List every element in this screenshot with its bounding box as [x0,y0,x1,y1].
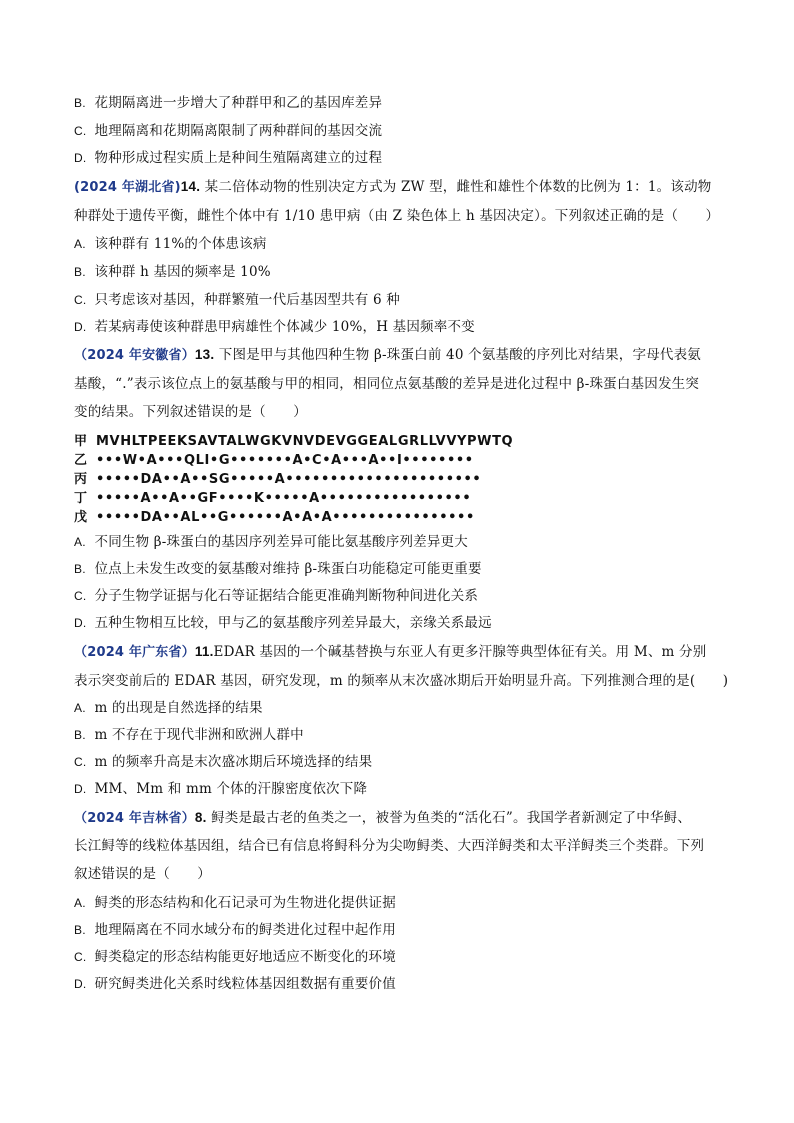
question-number: 8. [194,810,207,825]
question-stem [74,808,691,829]
option-label: A. [74,701,86,715]
question-source: （2024 年安徽省） [74,348,195,363]
sequence-text: •••••A••A••GF••••K•••••A••••••••••••••••• [96,491,472,506]
option-d [74,613,492,633]
sequence-row [74,489,471,508]
option-b [74,559,482,579]
option-text: 该种群有 11%的个体患该病 [94,236,267,252]
sequence-row [74,508,475,527]
option-label: B. [74,562,86,576]
option-text: 研究鲟类进化关系时线粒体基因组数据有重要价值 [94,976,396,992]
option-label: B. [74,728,86,742]
sequence-label: 乙 [74,453,88,468]
sequence-label: 丙 [74,472,88,487]
option-text: 鲟类的形态结构和化石记录可为生物进化提供证据 [94,895,396,911]
option-d [74,148,382,168]
question-text: 下图是甲与其他四种生物 β-珠蛋白前 40 个氨基酸的序列比对结果，字母代表氨 [214,347,702,363]
question-stem [74,177,711,198]
option-text: 该种群 h 基因的频率是 10% [94,264,271,280]
option-label: C. [74,589,87,603]
option-text: 不同生物 β-珠蛋白的基因序列差异可能比氨基酸序列差异更大 [94,534,468,550]
question-text-line: 叙述错误的是（ ） [74,866,211,882]
question-number: 14. [180,179,201,194]
option-label: C. [74,755,87,769]
option-b [74,920,396,940]
sequence-label: 戊 [74,510,88,525]
option-text: 鲟类稳定的形态结构能更好地适应不断变化的环境 [94,949,396,965]
question-text: 某二倍体动物的性别决定方式为 ZW 型，雌性和雄性个体数的比例为 1：1。该动物 [200,179,712,195]
option-text: m 的出现是自然选择的结果 [94,700,263,716]
sequence-row [74,470,481,489]
question-text-line: 表示突变前后的 EDAR 基因，研究发现，m 的频率从末次盛冰期后开始明显升高。下列推测合理的是( ) [74,673,729,689]
option-text: 位点上未发生改变的氨基酸对维持 β-珠蛋白功能稳定可能更重要 [94,561,482,577]
option-label: D. [74,977,87,991]
option-b [74,93,382,113]
question-stem [74,345,701,366]
option-label: B. [74,96,86,110]
option-label: B. [74,265,86,279]
question-number: 13. [194,347,215,362]
option-label: D. [74,616,87,630]
question-stem [74,642,706,663]
sequence-text: •••••DA••AL••G••••••A•A•A•••••••••••••••• [96,510,475,525]
option-text: 花期隔离进一步增大了种群甲和乙的基因库差异 [94,95,383,111]
option-c [74,586,478,606]
option-a [74,893,396,913]
option-text: 若某病毒使该种群患甲病雄性个体减少 10%，H 基因频率不变 [94,319,475,335]
option-text: 五种生物相互比较，甲与乙的氨基酸序列差异最大，亲缘关系最远 [94,615,492,631]
question-text-line: 种群处于遗传平衡，雌性个体中有 1/10 患甲病（由 Z 染色体上 h 基因决定）。下列叙述正确的是（ ） [74,208,720,224]
option-a [74,234,267,254]
option-label: C. [74,950,87,964]
option-label: B. [74,923,86,937]
sequence-row [74,451,474,470]
sequence-label: 甲 [74,434,88,449]
option-text: 分子生物学证据与化石等证据结合能更准确判断物种间进化关系 [94,588,479,604]
question-source: （2024 年广东省） [74,645,195,660]
option-b [74,262,271,282]
option-label: C. [74,124,87,138]
option-text: MM、Mm 和 mm 个体的汗腺密度依次下降 [94,781,368,797]
option-text: 地理隔离和花期隔离限制了两种群间的基因交流 [94,123,383,139]
option-text: 地理隔离在不同水域分布的鲟类进化过程中起作用 [94,922,396,938]
question-text-line: 变的结果。下列叙述错误的是（ ） [74,404,307,420]
option-c [74,290,400,310]
option-label: D. [74,782,87,796]
option-c [74,752,372,772]
sequence-text: •••W•A•••QLI•G•••••••A•C•A•••A••I•••••••• [96,453,474,468]
option-a [74,532,468,552]
option-text: 只考虑该对基因，种群繁殖一代后基因型共有 6 种 [94,292,400,308]
sequence-text: •••••DA••A••SG•••••A•••••••••••••••••••••• [96,472,482,487]
option-b [74,725,304,745]
option-d [74,317,475,337]
option-label: D. [74,320,87,334]
option-text: m 的频率升高是末次盛冰期后环境选择的结果 [94,754,373,770]
option-label: C. [74,293,87,307]
option-text: 物种形成过程实质上是种间生殖隔离建立的过程 [94,150,383,166]
question-text-line: 基酸，“.”表示该位点上的氨基酸与甲的相同，相同位点氨基酸的差异是进化过程中 β-珠蛋白基因发生突 [74,376,700,392]
question-source: （2024 年吉林省） [74,811,195,826]
question-text-line: 长江鲟等的线粒体基因组，结合已有信息将鲟科分为尖吻鲟类、大西洋鲟类和太平洋鲟类三个类群。下列 [74,838,705,854]
option-label: A. [74,896,86,910]
option-text: m 不存在于现代非洲和欧洲人群中 [94,727,304,743]
sequence-row [74,432,513,451]
option-d [74,779,367,799]
option-a [74,698,263,718]
option-label: A. [74,535,86,549]
question-number: 11. [194,644,214,659]
question-source: (2024 年湖北省) [74,180,181,195]
question-text: 鲟类是最古老的鱼类之一，被誉为鱼类的“活化石”。我国学者新测定了中华鲟、 [206,810,692,826]
option-label: D. [74,151,87,165]
option-c [74,121,382,141]
sequence-text: MVHLTPEEKSAVTALWGKVNVDEVGGEALGRLLVVYPWTQ [96,434,514,449]
question-text: EDAR 基因的一个碱基替换与东亚人有更多汗腺等典型体征有关。用 M、m 分别 [213,644,707,660]
option-label: A. [74,237,86,251]
option-d [74,974,396,994]
sequence-label: 丁 [74,491,88,506]
option-c [74,947,396,967]
